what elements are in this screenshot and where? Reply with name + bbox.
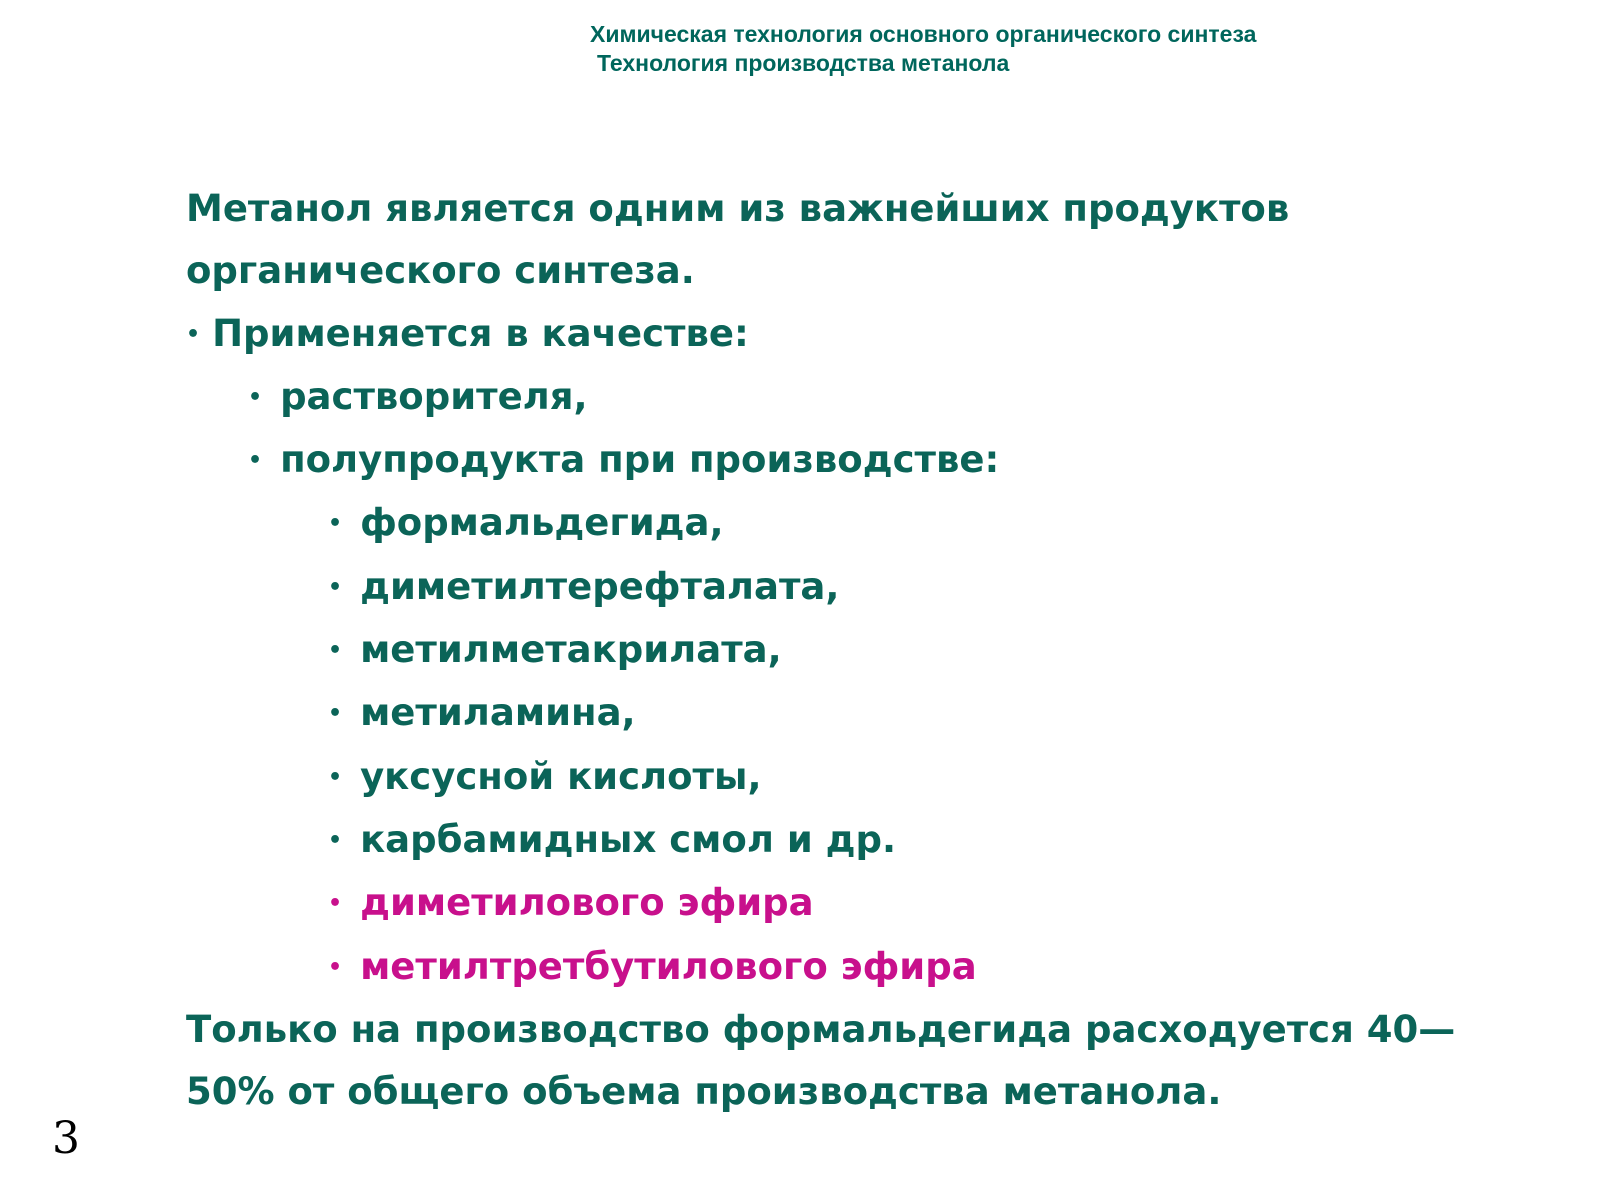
use-label: полупродукта при производстве: <box>280 438 1000 482</box>
intermediate-item <box>186 619 1486 682</box>
use-item-solvent <box>186 366 1486 429</box>
bullet-icon: • <box>328 891 343 917</box>
slide-number: 3 <box>52 1113 80 1164</box>
course-title: Химическая технология основного органического синтеза <box>590 21 1257 47</box>
highlighted-intermediate-label: диметилового эфира <box>360 881 814 925</box>
intermediate-item <box>186 809 1486 872</box>
intermediate-item <box>186 556 1486 619</box>
intermediate-item <box>186 746 1486 809</box>
intermediate-item <box>186 682 1486 745</box>
bullet-icon: • <box>248 384 263 410</box>
bullet-icon: • <box>248 448 263 474</box>
bullet-icon: • <box>328 511 343 537</box>
bullet-icon: • <box>328 764 343 790</box>
use-item-intermediate <box>186 429 1486 492</box>
intermediate-item <box>186 492 1486 555</box>
slide-header <box>590 20 1256 78</box>
intermediate-label: карбамидных смол и др. <box>360 817 897 861</box>
applied-as-label: Применяется в качестве: <box>212 311 749 355</box>
bullet-icon: • <box>186 321 201 347</box>
conclusion-text-line-2: 50% от общего объема производства метанола. <box>186 1070 1222 1114</box>
intermediate-label: метиламина, <box>360 691 636 735</box>
highlighted-intermediate-item <box>186 936 1486 999</box>
use-label: растворителя, <box>280 374 588 418</box>
bullet-icon: • <box>328 638 343 664</box>
intro-text-line-1: Метанол является одним из важнейших продуктов <box>186 187 1290 230</box>
intro-text-line-2: органического синтеза. <box>186 249 695 293</box>
slide-content <box>186 178 1486 1123</box>
intermediate-label: диметилтерефталата, <box>360 564 840 608</box>
intermediate-label: метилметакрилата, <box>360 628 782 672</box>
intermediate-label: уксусной кислоты, <box>360 754 762 798</box>
applied-as-item <box>186 303 1486 366</box>
bullet-icon: • <box>328 574 343 600</box>
bullet-icon: • <box>328 827 343 853</box>
highlighted-intermediate-item <box>186 872 1486 935</box>
bullet-icon: • <box>328 701 343 727</box>
bullet-icon: • <box>328 954 343 980</box>
conclusion-text-line-1: Только на производство формальдегида расходуется 40— <box>186 1007 1456 1051</box>
lecture-title: Технология производства метанола <box>597 50 1010 76</box>
intermediate-label: формальдегида, <box>360 501 724 545</box>
highlighted-intermediate-label: метилтретбутилового эфира <box>360 944 977 988</box>
